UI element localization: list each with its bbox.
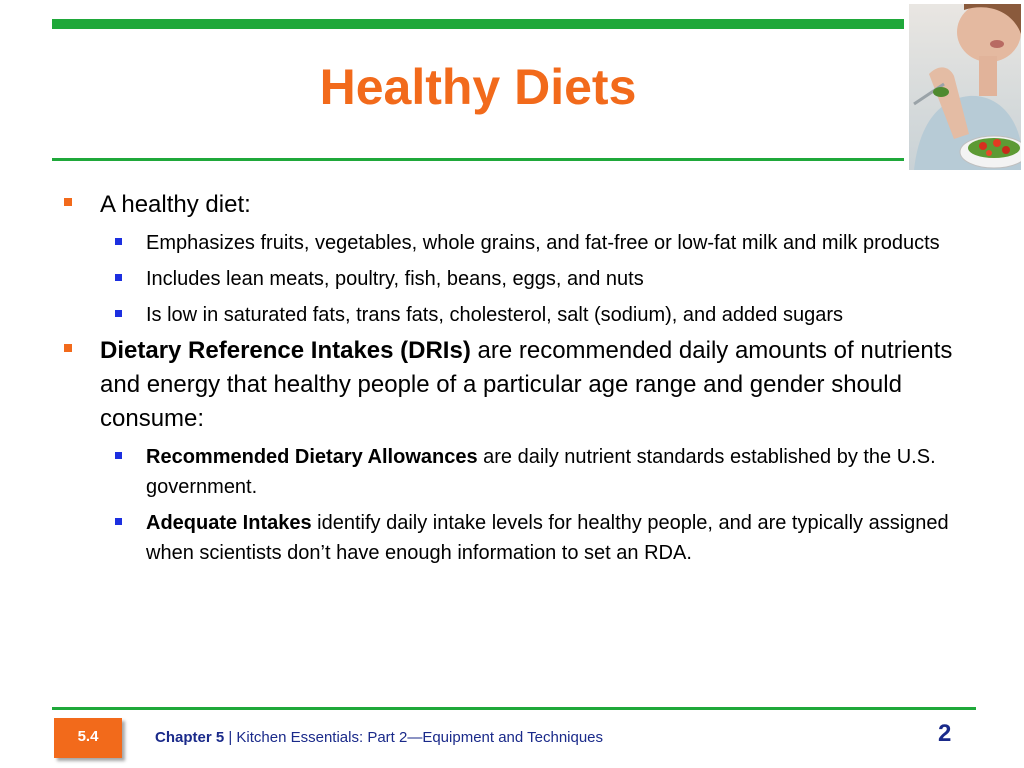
footer-divider: [52, 707, 976, 710]
bullet-healthy-diet: [64, 188, 974, 222]
blue-square-bullet-icon: [115, 518, 122, 525]
sub-bullet-low-in: [64, 300, 974, 330]
sub-bullet-emphasizes: [64, 228, 974, 258]
woman-eating-salad-photo: [909, 4, 1021, 170]
sub-bullet-text: identify daily intake levels for healthy people, and are typically assigned when scientists don’t have enough information to set an RDA.: [146, 512, 949, 564]
orange-square-bullet-icon: [64, 344, 72, 352]
sub-bullet-text: Includes lean meats, poultry, fish, beans, eggs, and nuts: [146, 268, 644, 290]
slide-body: [64, 188, 974, 568]
bullet-dris: [64, 334, 974, 436]
bullet-text: are recommended daily amounts of nutrients and energy that healthy people of a particular age range and gender should consume:: [100, 337, 953, 432]
sub-bullet-includes: [64, 264, 974, 294]
blue-square-bullet-icon: [115, 238, 122, 245]
orange-square-bullet-icon: [64, 198, 72, 206]
sub-bullet-text: are daily nutrient standards established by the U.S. government.: [146, 446, 936, 498]
sub-bullet-text: Emphasizes fruits, vegetables, whole grains, and fat-free or low-fat milk and milk products: [146, 232, 940, 254]
blue-square-bullet-icon: [115, 274, 122, 281]
section-badge: 5.4: [54, 718, 122, 758]
page-number: 2: [938, 720, 952, 747]
footer-chapter-title: Kitchen Essentials: Part 2—Equipment and Techniques: [236, 729, 604, 746]
title-divider: [52, 158, 904, 161]
term-dris: Dietary Reference Intakes (DRIs): [100, 337, 471, 364]
bullet-text: A healthy diet:: [100, 191, 251, 218]
photo-illustration: [909, 4, 1021, 170]
term-adequate-intakes: Adequate Intakes: [146, 512, 312, 534]
sub-bullet-text: Is low in saturated fats, trans fats, cholesterol, salt (sodium), and added sugars: [146, 304, 844, 326]
blue-square-bullet-icon: [115, 452, 122, 459]
footer-chapter: Chapter 5: [155, 729, 225, 746]
footer-caption: [155, 729, 603, 746]
sub-bullet-rda: [64, 442, 974, 502]
slide-title: Healthy Diets: [319, 59, 637, 115]
sub-bullet-ai: [64, 508, 974, 568]
top-accent-bar: [52, 19, 904, 29]
footer-separator: |: [224, 729, 237, 746]
blue-square-bullet-icon: [115, 310, 122, 317]
term-rda: Recommended Dietary Allowances: [146, 446, 478, 468]
